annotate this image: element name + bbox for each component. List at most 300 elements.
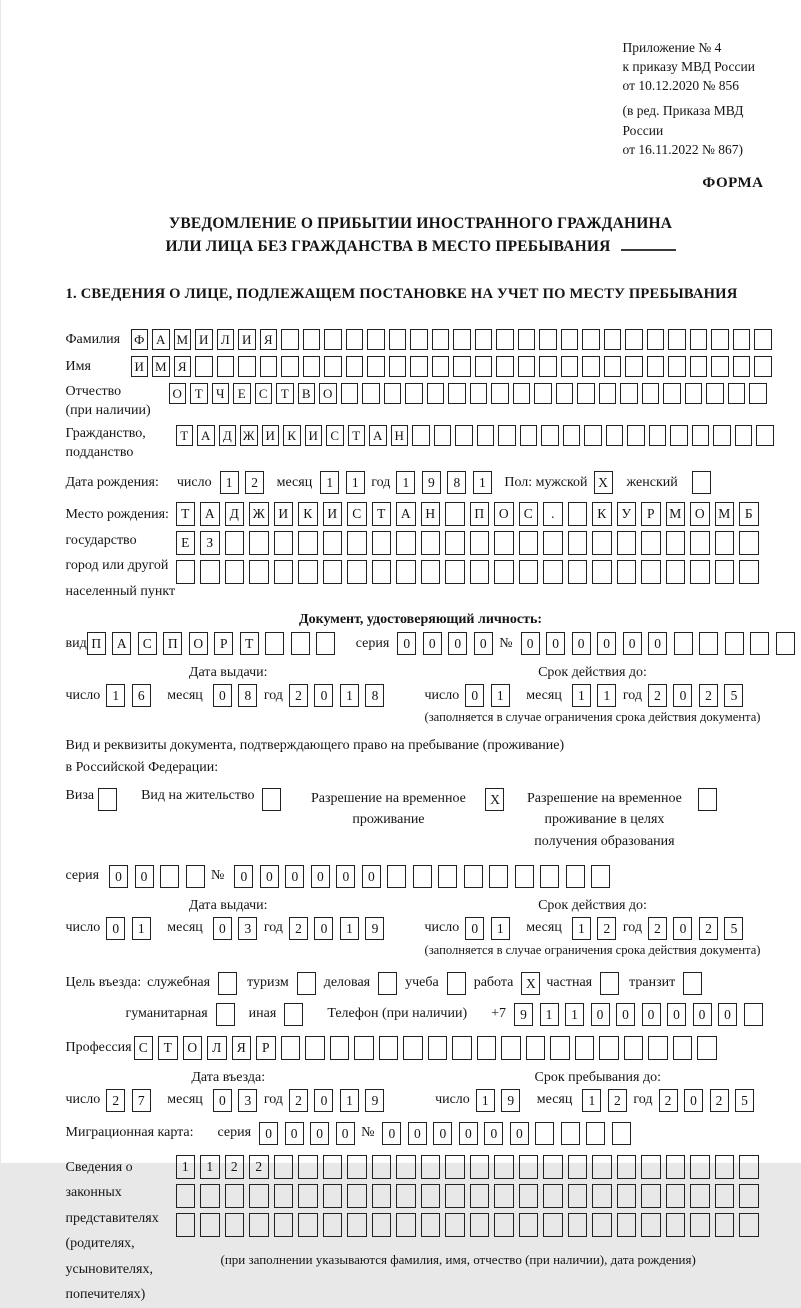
char-cell[interactable] (445, 1184, 465, 1208)
char-cell[interactable]: Т (190, 383, 208, 404)
char-cell[interactable] (453, 329, 471, 350)
char-cell[interactable] (445, 1213, 465, 1237)
purpose-private-checkbox[interactable] (600, 972, 619, 995)
doc-series-cells[interactable] (397, 632, 499, 655)
char-cell[interactable]: В (298, 383, 316, 404)
char-cell[interactable] (697, 1036, 717, 1060)
char-cell[interactable]: Р (641, 502, 661, 526)
char-cell[interactable]: Т (176, 502, 196, 526)
char-cell[interactable]: О (319, 383, 337, 404)
char-cell[interactable] (496, 329, 514, 350)
doc-number-cells[interactable] (521, 632, 801, 655)
char-cell[interactable]: 0 (135, 865, 154, 888)
res-issue-year-cells[interactable] (289, 917, 391, 940)
char-cell[interactable] (367, 356, 385, 377)
char-cell[interactable] (396, 1213, 416, 1237)
char-cell[interactable] (445, 1155, 465, 1179)
char-cell[interactable] (706, 383, 724, 404)
char-cell[interactable] (160, 865, 179, 888)
char-cell[interactable]: 0 (465, 684, 484, 707)
char-cell[interactable]: И (131, 356, 149, 377)
char-cell[interactable]: 0 (459, 1122, 478, 1145)
char-cell[interactable] (498, 425, 516, 446)
char-cell[interactable] (641, 560, 661, 584)
res-expiry-day-cells[interactable] (465, 917, 516, 940)
expiry-day-cells[interactable] (465, 684, 516, 707)
char-cell[interactable] (176, 1184, 196, 1208)
char-cell[interactable] (541, 425, 559, 446)
purpose-study-checkbox[interactable] (447, 972, 466, 995)
char-cell[interactable]: . (543, 502, 563, 526)
char-cell[interactable]: Л (217, 329, 235, 350)
char-cell[interactable]: 2 (699, 917, 718, 940)
char-cell[interactable] (291, 632, 310, 655)
char-cell[interactable] (739, 1213, 759, 1237)
char-cell[interactable]: Ж (240, 425, 258, 446)
char-cell[interactable] (599, 383, 617, 404)
char-cell[interactable] (534, 383, 552, 404)
char-cell[interactable] (225, 560, 245, 584)
char-cell[interactable] (515, 865, 534, 888)
char-cell[interactable] (346, 356, 364, 377)
char-cell[interactable] (666, 531, 686, 555)
char-cell[interactable] (491, 383, 509, 404)
char-cell[interactable] (543, 560, 563, 584)
char-cell[interactable] (475, 329, 493, 350)
char-cell[interactable] (475, 356, 493, 377)
char-cell[interactable] (200, 1213, 220, 1237)
char-cell[interactable]: М (174, 329, 192, 350)
char-cell[interactable] (421, 1184, 441, 1208)
char-cell[interactable] (690, 329, 708, 350)
char-cell[interactable]: 8 (365, 684, 384, 707)
char-cell[interactable] (749, 383, 767, 404)
char-cell[interactable]: 0 (521, 632, 540, 655)
issue-month-cells[interactable] (213, 684, 264, 707)
char-cell[interactable]: 0 (648, 632, 667, 655)
stay-month-cells[interactable] (582, 1089, 633, 1112)
char-cell[interactable] (666, 560, 686, 584)
char-cell[interactable]: 0 (259, 1122, 278, 1145)
char-cell[interactable]: Д (225, 502, 245, 526)
char-cell[interactable]: 1 (582, 1089, 601, 1112)
char-cell[interactable] (448, 383, 466, 404)
char-cell[interactable]: Н (391, 425, 409, 446)
surname-cells[interactable] (131, 329, 776, 350)
char-cell[interactable]: У (617, 502, 637, 526)
char-cell[interactable] (389, 329, 407, 350)
char-cell[interactable]: 2 (710, 1089, 729, 1112)
char-cell[interactable] (715, 531, 735, 555)
char-cell[interactable] (323, 560, 343, 584)
purpose-other-checkbox[interactable] (284, 1003, 303, 1026)
char-cell[interactable] (303, 329, 321, 350)
char-cell[interactable]: Р (256, 1036, 276, 1060)
char-cell[interactable] (225, 1213, 245, 1237)
char-cell[interactable] (470, 1213, 490, 1237)
char-cell[interactable]: П (87, 632, 106, 655)
char-cell[interactable] (330, 1036, 350, 1060)
char-cell[interactable]: 0 (673, 917, 692, 940)
char-cell[interactable] (739, 1184, 759, 1208)
char-cell[interactable]: 2 (699, 684, 718, 707)
expiry-month-cells[interactable] (572, 684, 623, 707)
char-cell[interactable]: 1 (565, 1003, 584, 1026)
char-cell[interactable] (367, 329, 385, 350)
char-cell[interactable]: О (183, 1036, 203, 1060)
char-cell[interactable] (520, 425, 538, 446)
char-cell[interactable]: 0 (397, 632, 416, 655)
char-cell[interactable] (627, 425, 645, 446)
char-cell[interactable] (586, 1122, 605, 1145)
char-cell[interactable]: 8 (447, 471, 466, 494)
char-cell[interactable] (735, 425, 753, 446)
char-cell[interactable] (274, 1213, 294, 1237)
char-cell[interactable] (612, 1122, 631, 1145)
char-cell[interactable] (494, 531, 514, 555)
expiry-year-cells[interactable] (648, 684, 750, 707)
char-cell[interactable] (225, 531, 245, 555)
char-cell[interactable]: 0 (484, 1122, 503, 1145)
char-cell[interactable] (323, 1184, 343, 1208)
char-cell[interactable] (750, 632, 769, 655)
res-expiry-month-cells[interactable] (572, 917, 623, 940)
char-cell[interactable] (274, 531, 294, 555)
char-cell[interactable]: 2 (106, 1089, 125, 1112)
char-cell[interactable] (690, 531, 710, 555)
char-cell[interactable] (568, 502, 588, 526)
char-cell[interactable] (316, 632, 335, 655)
purpose-work-checkbox[interactable] (521, 972, 540, 995)
char-cell[interactable] (690, 1184, 710, 1208)
char-cell[interactable]: 1 (473, 471, 492, 494)
char-cell[interactable]: 1 (106, 684, 125, 707)
char-cell[interactable] (410, 329, 428, 350)
char-cell[interactable] (666, 1184, 686, 1208)
char-cell[interactable] (641, 1213, 661, 1237)
char-cell[interactable] (568, 560, 588, 584)
char-cell[interactable]: 0 (310, 1122, 329, 1145)
char-cell[interactable] (284, 1003, 303, 1026)
char-cell[interactable] (372, 1213, 392, 1237)
char-cell[interactable]: Л (207, 1036, 227, 1060)
char-cell[interactable] (396, 1155, 416, 1179)
stay-day-cells[interactable] (476, 1089, 527, 1112)
char-cell[interactable]: 2 (659, 1089, 678, 1112)
char-cell[interactable]: Е (233, 383, 251, 404)
char-cell[interactable] (711, 356, 729, 377)
char-cell[interactable] (470, 531, 490, 555)
char-cell[interactable]: 1 (340, 684, 359, 707)
char-cell[interactable]: 1 (340, 917, 359, 940)
char-cell[interactable] (582, 329, 600, 350)
char-cell[interactable] (354, 1036, 374, 1060)
char-cell[interactable] (477, 1036, 497, 1060)
char-cell[interactable] (274, 1155, 294, 1179)
char-cell[interactable] (405, 383, 423, 404)
char-cell[interactable] (323, 1155, 343, 1179)
char-cell[interactable] (739, 560, 759, 584)
char-cell[interactable] (666, 1213, 686, 1237)
char-cell[interactable] (412, 425, 430, 446)
char-cell[interactable] (347, 531, 367, 555)
char-cell[interactable] (396, 531, 416, 555)
char-cell[interactable]: 0 (314, 917, 333, 940)
char-cell[interactable] (494, 1184, 514, 1208)
char-cell[interactable]: 0 (448, 632, 467, 655)
purpose-official-checkbox[interactable] (218, 972, 237, 995)
char-cell[interactable] (447, 972, 466, 995)
char-cell[interactable] (624, 1036, 644, 1060)
char-cell[interactable] (249, 1184, 269, 1208)
citizenship-cells[interactable] (176, 425, 778, 446)
char-cell[interactable]: 0 (213, 917, 232, 940)
char-cell[interactable]: 1 (396, 471, 415, 494)
char-cell[interactable] (690, 1155, 710, 1179)
char-cell[interactable]: А (200, 502, 220, 526)
char-cell[interactable] (690, 1213, 710, 1237)
char-cell[interactable]: М (152, 356, 170, 377)
char-cell[interactable] (673, 1036, 693, 1060)
char-cell[interactable] (346, 329, 364, 350)
char-cell[interactable] (470, 383, 488, 404)
char-cell[interactable] (539, 356, 557, 377)
entry-day-cells[interactable] (106, 1089, 157, 1112)
gender-male-checkbox[interactable] (594, 471, 613, 494)
char-cell[interactable]: Е (176, 531, 196, 555)
char-cell[interactable]: Т (240, 632, 259, 655)
char-cell[interactable] (649, 425, 667, 446)
char-cell[interactable] (518, 356, 536, 377)
char-cell[interactable]: 0 (311, 865, 330, 888)
char-cell[interactable]: Т (372, 502, 392, 526)
char-cell[interactable] (519, 1155, 539, 1179)
gender-female-checkbox[interactable] (692, 471, 711, 494)
char-cell[interactable] (470, 560, 490, 584)
char-cell[interactable] (568, 531, 588, 555)
char-cell[interactable] (641, 531, 661, 555)
char-cell[interactable] (186, 865, 205, 888)
char-cell[interactable] (592, 560, 612, 584)
char-cell[interactable] (566, 865, 585, 888)
char-cell[interactable] (739, 531, 759, 555)
char-cell[interactable] (526, 1036, 546, 1060)
char-cell[interactable] (647, 329, 665, 350)
char-cell[interactable]: 2 (289, 684, 308, 707)
char-cell[interactable] (347, 560, 367, 584)
char-cell[interactable] (445, 502, 465, 526)
res-expiry-year-cells[interactable] (648, 917, 750, 940)
char-cell[interactable] (501, 1036, 521, 1060)
char-cell[interactable]: 2 (289, 917, 308, 940)
purpose-tourism-checkbox[interactable] (297, 972, 316, 995)
char-cell[interactable]: П (470, 502, 490, 526)
char-cell[interactable]: 0 (642, 1003, 661, 1026)
char-cell[interactable]: X (485, 788, 504, 811)
char-cell[interactable] (298, 1213, 318, 1237)
char-cell[interactable] (519, 531, 539, 555)
char-cell[interactable] (563, 425, 581, 446)
char-cell[interactable] (249, 560, 269, 584)
issue-year-cells[interactable] (289, 684, 391, 707)
char-cell[interactable] (592, 1184, 612, 1208)
char-cell[interactable]: 1 (491, 917, 510, 940)
char-cell[interactable]: Ф (131, 329, 149, 350)
char-cell[interactable] (739, 1155, 759, 1179)
char-cell[interactable] (744, 1003, 763, 1026)
char-cell[interactable] (470, 1184, 490, 1208)
char-cell[interactable] (347, 1184, 367, 1208)
char-cell[interactable] (620, 383, 638, 404)
char-cell[interactable] (543, 1213, 563, 1237)
char-cell[interactable]: 3 (238, 917, 257, 940)
char-cell[interactable] (733, 356, 751, 377)
char-cell[interactable] (298, 1155, 318, 1179)
char-cell[interactable] (421, 531, 441, 555)
doc-type-cells[interactable] (87, 632, 342, 655)
char-cell[interactable] (519, 1184, 539, 1208)
char-cell[interactable] (715, 1213, 735, 1237)
char-cell[interactable] (591, 865, 610, 888)
char-cell[interactable] (582, 356, 600, 377)
char-cell[interactable] (324, 356, 342, 377)
char-cell[interactable] (575, 1036, 595, 1060)
char-cell[interactable] (362, 383, 380, 404)
char-cell[interactable] (592, 1213, 612, 1237)
char-cell[interactable]: О (690, 502, 710, 526)
char-cell[interactable] (617, 560, 637, 584)
char-cell[interactable]: Н (421, 502, 441, 526)
char-cell[interactable]: 2 (608, 1089, 627, 1112)
char-cell[interactable]: 1 (540, 1003, 559, 1026)
representatives-row-3[interactable] (176, 1213, 764, 1237)
char-cell[interactable] (216, 1003, 235, 1026)
char-cell[interactable] (225, 1184, 245, 1208)
char-cell[interactable]: А (112, 632, 131, 655)
char-cell[interactable]: 6 (132, 684, 151, 707)
char-cell[interactable] (543, 1184, 563, 1208)
char-cell[interactable]: Т (158, 1036, 178, 1060)
char-cell[interactable]: 1 (572, 684, 591, 707)
char-cell[interactable] (260, 356, 278, 377)
char-cell[interactable]: Я (232, 1036, 252, 1060)
char-cell[interactable] (218, 972, 237, 995)
char-cell[interactable]: Т (176, 425, 194, 446)
char-cell[interactable] (715, 1155, 735, 1179)
char-cell[interactable] (668, 356, 686, 377)
char-cell[interactable] (617, 1155, 637, 1179)
char-cell[interactable] (378, 972, 397, 995)
char-cell[interactable]: 0 (673, 684, 692, 707)
char-cell[interactable]: 0 (285, 1122, 304, 1145)
phone-cells[interactable] (514, 1003, 769, 1026)
char-cell[interactable] (452, 1036, 472, 1060)
char-cell[interactable] (281, 356, 299, 377)
char-cell[interactable]: 0 (336, 865, 355, 888)
char-cell[interactable]: 3 (238, 1089, 257, 1112)
migration-number-cells[interactable] (382, 1122, 637, 1145)
char-cell[interactable] (670, 425, 688, 446)
char-cell[interactable]: С (326, 425, 344, 446)
char-cell[interactable] (432, 356, 450, 377)
char-cell[interactable]: 0 (260, 865, 279, 888)
char-cell[interactable] (543, 531, 563, 555)
char-cell[interactable] (600, 972, 619, 995)
char-cell[interactable] (577, 383, 595, 404)
visa-checkbox[interactable] (98, 788, 117, 811)
char-cell[interactable] (176, 560, 196, 584)
char-cell[interactable] (604, 356, 622, 377)
char-cell[interactable]: Я (174, 356, 192, 377)
char-cell[interactable]: 1 (200, 1155, 220, 1179)
char-cell[interactable]: 1 (340, 1089, 359, 1112)
char-cell[interactable]: 5 (735, 1089, 754, 1112)
char-cell[interactable]: 0 (314, 684, 333, 707)
char-cell[interactable] (217, 356, 235, 377)
char-cell[interactable] (711, 329, 729, 350)
char-cell[interactable] (389, 356, 407, 377)
name-cells[interactable] (131, 356, 776, 377)
char-cell[interactable]: О (494, 502, 514, 526)
char-cell[interactable] (519, 1213, 539, 1237)
char-cell[interactable]: 1 (220, 471, 239, 494)
char-cell[interactable]: С (255, 383, 273, 404)
char-cell[interactable]: 0 (718, 1003, 737, 1026)
char-cell[interactable]: З (200, 531, 220, 555)
char-cell[interactable] (692, 425, 710, 446)
residence-permit-checkbox[interactable] (262, 788, 281, 811)
char-cell[interactable] (238, 356, 256, 377)
char-cell[interactable]: 0 (623, 632, 642, 655)
char-cell[interactable] (535, 1122, 554, 1145)
char-cell[interactable] (323, 531, 343, 555)
char-cell[interactable]: И (323, 502, 343, 526)
char-cell[interactable] (298, 531, 318, 555)
char-cell[interactable] (699, 632, 718, 655)
char-cell[interactable]: 7 (132, 1089, 151, 1112)
char-cell[interactable]: И (262, 425, 280, 446)
char-cell[interactable]: 9 (501, 1089, 520, 1112)
birth-day-cells[interactable] (220, 471, 271, 494)
char-cell[interactable]: С (519, 502, 539, 526)
char-cell[interactable] (592, 531, 612, 555)
char-cell[interactable] (249, 531, 269, 555)
char-cell[interactable] (421, 560, 441, 584)
char-cell[interactable] (432, 329, 450, 350)
char-cell[interactable]: 1 (476, 1089, 495, 1112)
char-cell[interactable]: Т (348, 425, 366, 446)
char-cell[interactable]: С (138, 632, 157, 655)
char-cell[interactable] (372, 1155, 392, 1179)
entry-year-cells[interactable] (289, 1089, 391, 1112)
char-cell[interactable]: Б (739, 502, 759, 526)
char-cell[interactable] (754, 329, 772, 350)
res-issue-month-cells[interactable] (213, 917, 264, 940)
char-cell[interactable] (776, 632, 795, 655)
char-cell[interactable] (648, 1036, 668, 1060)
char-cell[interactable]: 0 (109, 865, 128, 888)
char-cell[interactable]: 0 (213, 1089, 232, 1112)
char-cell[interactable] (642, 383, 660, 404)
representatives-row-1[interactable] (176, 1155, 764, 1179)
char-cell[interactable]: О (189, 632, 208, 655)
char-cell[interactable] (281, 329, 299, 350)
char-cell[interactable] (518, 329, 536, 350)
char-cell[interactable]: 0 (314, 1089, 333, 1112)
char-cell[interactable]: А (396, 502, 416, 526)
char-cell[interactable] (692, 471, 711, 494)
char-cell[interactable] (341, 383, 359, 404)
